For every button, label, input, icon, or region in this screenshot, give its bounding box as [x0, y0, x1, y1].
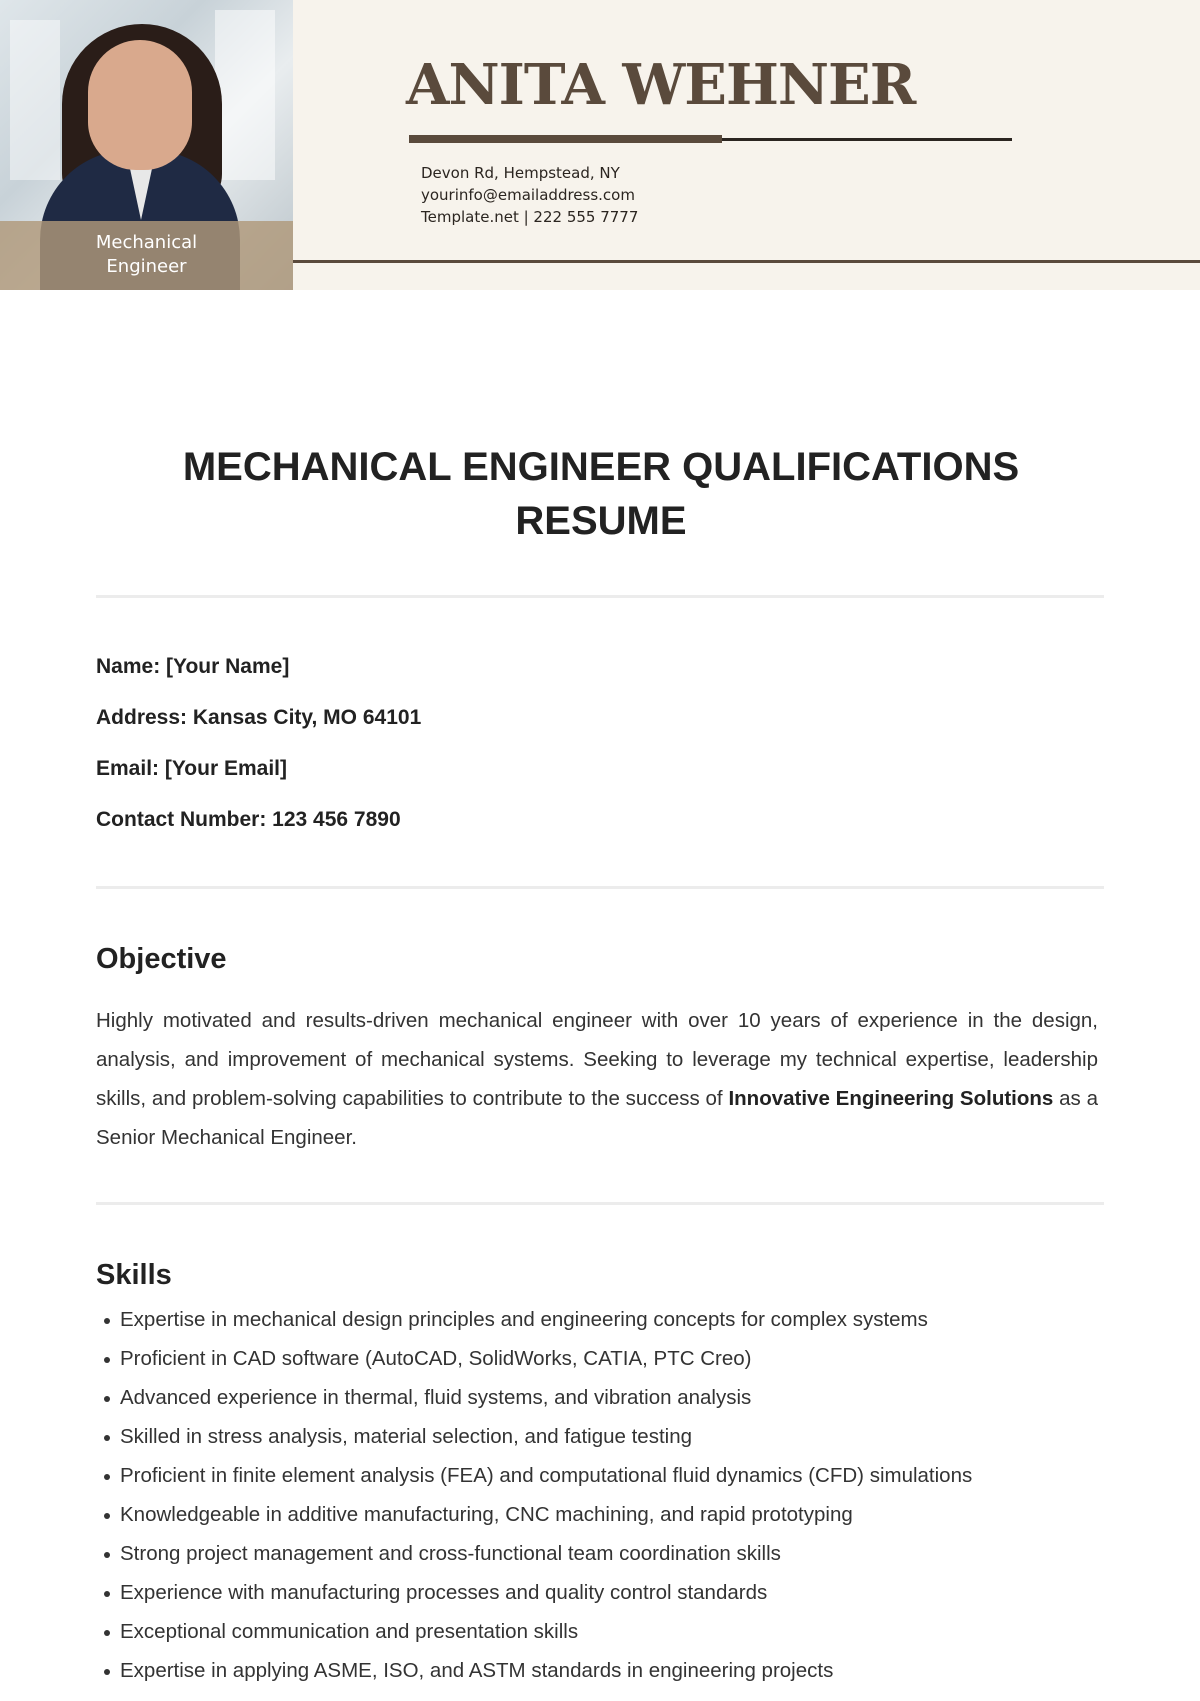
caption-line-2: Engineer: [106, 256, 187, 277]
objective-text-start: Highly motivated and results-driven mechanical engineer with over 10 years of experience in the design, analysis, and improvement of mechanical systems. Seeking to leverage my technical expertise, leadership skills, and problem-solving capabilities to contribute to the success of: [96, 1009, 1098, 1110]
header-site-phone: Template.net | 222 555 7777: [421, 208, 639, 226]
info-contact-number: Contact Number: 123 456 7890: [96, 808, 401, 831]
skill-item: Proficient in finite element analysis (FEA) and computational fluid dynamics (CFD) simulations: [102, 1456, 1082, 1495]
skill-item: Expertise in mechanical design principles and engineering concepts for complex systems: [102, 1300, 1082, 1339]
info-name: Name: [Your Name]: [96, 655, 290, 678]
section-divider: [96, 886, 1104, 889]
name-underline-thick: [409, 135, 722, 143]
document-title: MECHANICAL ENGINEER QUALIFICATIONS RESUME: [182, 445, 1020, 543]
skill-item: Expertise in applying ASME, ISO, and ASTM standards in engineering projects: [102, 1651, 1082, 1690]
banner-divider: [293, 260, 1200, 263]
personal-info: [96, 652, 421, 856]
caption-line-1: Mechanical: [95, 232, 198, 253]
skills-list: [102, 1300, 1082, 1690]
info-email: Email: [Your Email]: [96, 757, 287, 780]
objective-heading: Objective: [96, 943, 227, 975]
skill-item: Skilled in stress analysis, material selection, and fatigue testing: [102, 1417, 1082, 1456]
skill-item: Knowledgeable in additive manufacturing, CNC machining, and rapid prototyping: [102, 1495, 1082, 1534]
header-contact: [421, 162, 638, 228]
candidate-name: ANITA WEHNER: [406, 52, 916, 118]
background-window: [10, 20, 60, 180]
skill-item: Advanced experience in thermal, fluid systems, and vibration analysis: [102, 1378, 1082, 1417]
background-window: [215, 10, 275, 180]
objective-company: Innovative Engineering Solutions: [728, 1087, 1054, 1110]
info-address: Address: Kansas City, MO 64101: [96, 706, 422, 729]
profile-photo: [0, 0, 293, 290]
name-underline-thin: [722, 138, 1012, 141]
section-divider: [96, 1202, 1104, 1205]
section-divider: [96, 595, 1104, 598]
skill-item: Exceptional communication and presentation skills: [102, 1612, 1082, 1651]
header-address: Devon Rd, Hempstead, NY: [421, 164, 620, 182]
portrait-face: [88, 40, 192, 170]
skill-item: Proficient in CAD software (AutoCAD, SolidWorks, CATIA, PTC Creo): [102, 1339, 1082, 1378]
photo-caption: [0, 221, 293, 290]
header-banner: [0, 0, 1200, 290]
skill-item: Strong project management and cross-functional team coordination skills: [102, 1534, 1082, 1573]
objective-text: [96, 1001, 1098, 1157]
objective-text-end: as a Senior Mechanical Engineer.: [96, 1087, 1098, 1149]
skills-heading: Skills: [96, 1259, 172, 1291]
header-email: yourinfo@emailaddress.com: [421, 186, 635, 204]
skill-item: Experience with manufacturing processes and quality control standards: [102, 1573, 1082, 1612]
